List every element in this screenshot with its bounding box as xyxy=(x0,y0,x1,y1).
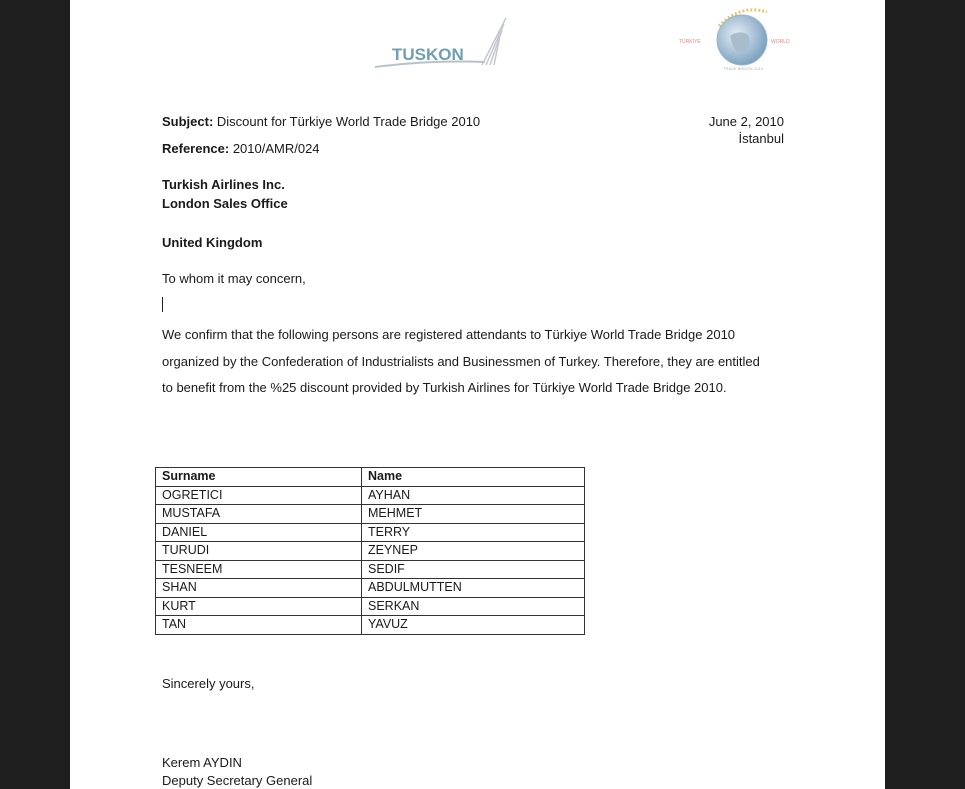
table-row xyxy=(156,560,585,579)
greeting: To whom it may concern, xyxy=(162,271,306,286)
subject-value: Discount for Türkiye World Trade Bridge 2010 xyxy=(213,114,481,129)
world-trade-bridge-logo xyxy=(675,2,805,72)
reference-label: Reference: xyxy=(162,141,230,156)
table-header-row xyxy=(156,468,585,487)
cell-name: MEHMET xyxy=(362,505,585,524)
header-surname: Surname xyxy=(156,468,362,487)
table-row xyxy=(156,616,585,635)
table-row xyxy=(156,542,585,561)
logo-word-bottom: TRADE BRIDGE 2010 xyxy=(723,66,764,71)
cell-name: TERRY xyxy=(362,523,585,542)
attendants-table xyxy=(155,467,585,635)
cell-surname: OGRETICI xyxy=(156,486,362,505)
table-row xyxy=(156,523,585,542)
logo-word-right: WORLD xyxy=(771,39,790,45)
table-row xyxy=(156,505,585,524)
tuskon-logo-text: TUSKON xyxy=(392,45,464,64)
body-paragraph xyxy=(162,322,802,402)
cell-surname: TURUDI xyxy=(156,542,362,561)
cell-name: SEDIF xyxy=(362,560,585,579)
cell-surname: SHAN xyxy=(156,579,362,598)
table-row xyxy=(156,579,585,598)
recipient-office: London Sales Office xyxy=(162,196,288,211)
header-name: Name xyxy=(362,468,585,487)
letter-city: İstanbul xyxy=(738,131,784,146)
logo-word-left: TÜRKİYE xyxy=(679,39,701,45)
table-row xyxy=(156,486,585,505)
table-row xyxy=(156,597,585,616)
cell-name: SERKAN xyxy=(362,597,585,616)
cell-name: AYHAN xyxy=(362,486,585,505)
signer-name: Kerem AYDIN xyxy=(162,755,242,770)
tuskon-logo xyxy=(370,10,510,72)
cell-surname: TESNEEM xyxy=(156,560,362,579)
reference-line xyxy=(162,141,320,157)
paragraph-line: organized by the Confederation of Industrialists and Businessmen of Turkey. Therefore, they are entitled xyxy=(162,353,760,369)
paragraph-line: to benefit from the %25 discount provided by Turkish Airlines for Türkiye World Trade Bridge 2010. xyxy=(162,380,727,395)
cell-name: YAVUZ xyxy=(362,616,585,635)
cell-surname: DANIEL xyxy=(156,523,362,542)
sign-off: Sincerely yours, xyxy=(162,676,255,691)
cell-surname: KURT xyxy=(156,597,362,616)
signer-title: Deputy Secretary General xyxy=(162,773,313,788)
letter-date: June 2, 2010 xyxy=(708,114,784,129)
recipient-country: United Kingdom xyxy=(162,235,263,250)
text-cursor xyxy=(162,297,163,312)
subject-label: Subject: xyxy=(162,114,214,129)
paragraph-line: We confirm that the following persons are registered attendants to Türkiye World Trade Bridge 2010 xyxy=(162,327,736,342)
cell-name: ZEYNEP xyxy=(362,542,585,561)
subject-line xyxy=(162,114,480,130)
cell-name: ABDULMUTTEN xyxy=(362,579,585,598)
letter-page xyxy=(70,0,885,789)
reference-value: 2010/AMR/024 xyxy=(229,141,320,156)
cell-surname: TAN xyxy=(156,616,362,635)
cell-surname: MUSTAFA xyxy=(156,505,362,524)
recipient-company: Turkish Airlines Inc. xyxy=(162,177,285,192)
